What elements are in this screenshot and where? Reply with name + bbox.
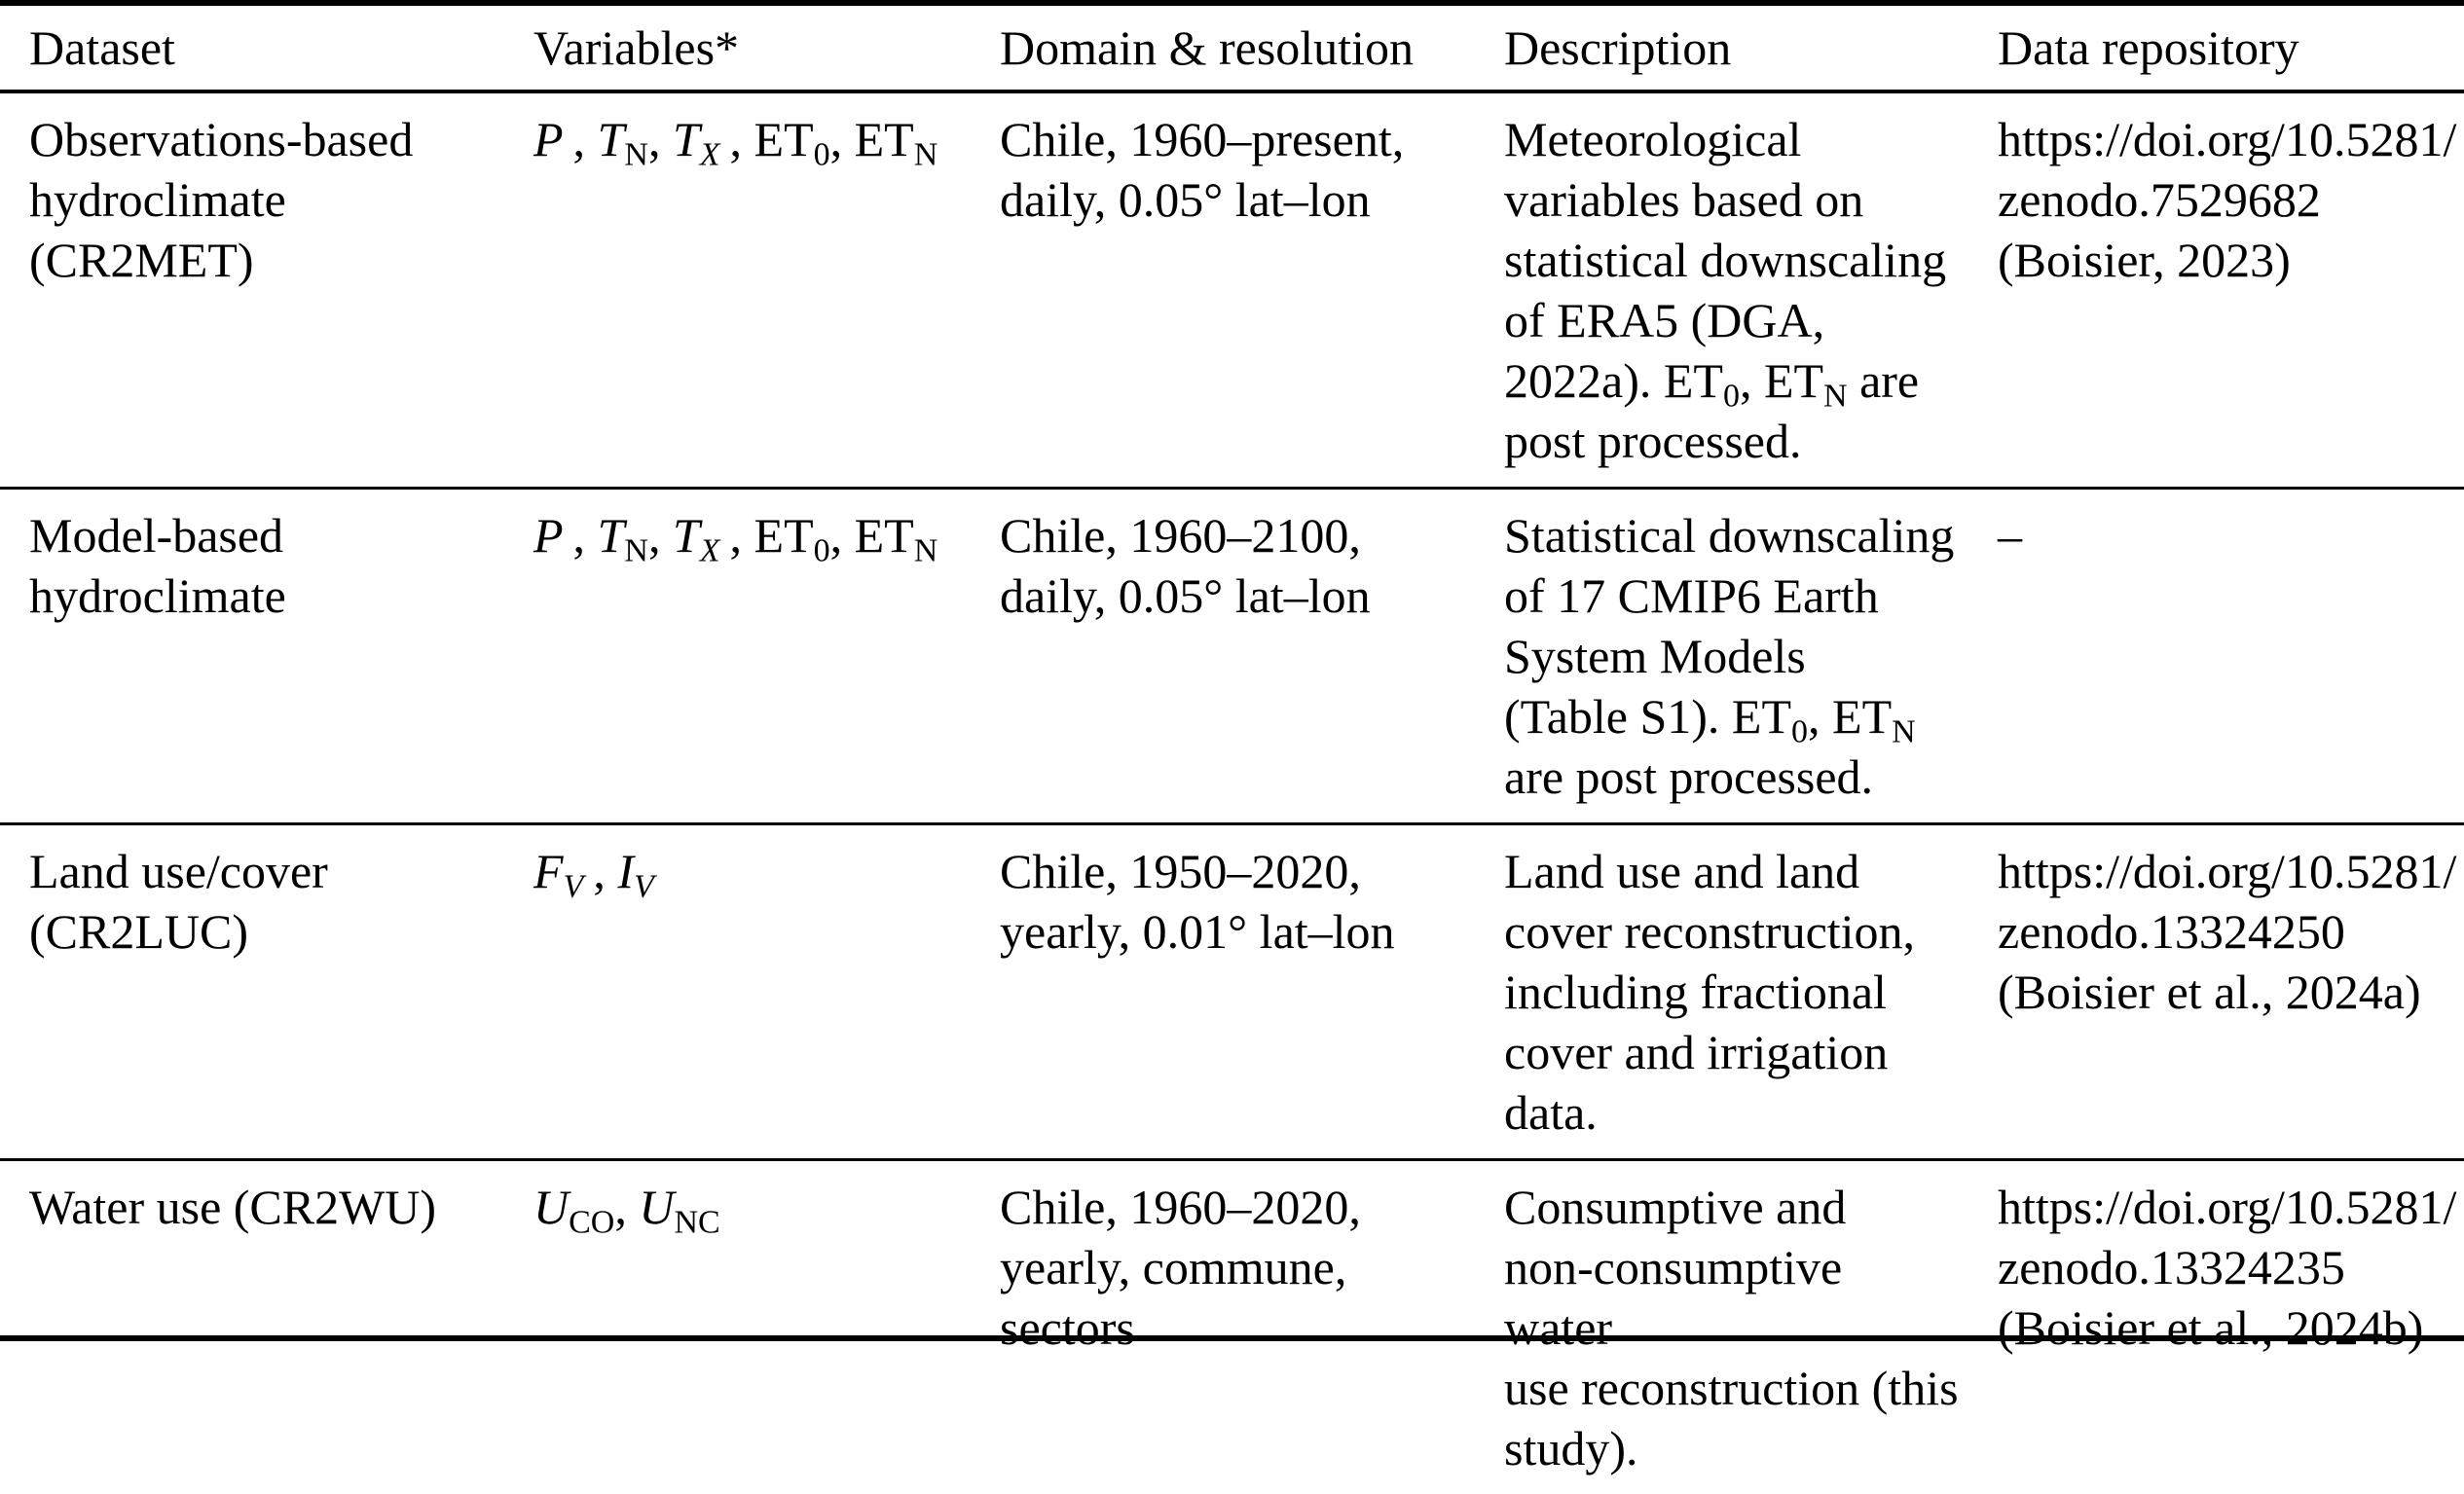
text-segment: N xyxy=(913,532,938,569)
text-segment: https://doi.org/10.5281/ xyxy=(1998,844,2457,898)
cell-domain-resolution xyxy=(1000,93,1504,487)
text-segment: (Table S1). ET xyxy=(1504,689,1792,744)
text-segment: , xyxy=(829,508,855,563)
text-segment: 0 xyxy=(1791,713,1809,750)
text-segment: Water use (CR2WU) xyxy=(29,1180,437,1234)
text-segment: non-consumptive water xyxy=(1504,1240,1843,1355)
text-segment: U xyxy=(639,1180,675,1234)
text-segment: , xyxy=(647,508,673,563)
text-segment: Chile, 1960–2100, xyxy=(1000,508,1361,563)
column-header-dataset: Dataset xyxy=(29,20,175,75)
text-segment: daily, 0.05° lat–lon xyxy=(1000,568,1371,623)
text-segment: data. xyxy=(1504,1085,1598,1140)
text-segment: (Boisier et al., 2024a) xyxy=(1998,965,2421,1019)
text-segment: P xyxy=(533,508,564,563)
text-segment: Chile, 1960–2020, xyxy=(1000,1180,1361,1234)
text-segment: U xyxy=(533,1180,570,1234)
text-segment: T xyxy=(672,112,700,166)
cell-domain-resolution xyxy=(1000,1161,1504,1494)
table-row xyxy=(0,93,2464,487)
text-segment: 0 xyxy=(813,136,830,173)
text-segment: sectors xyxy=(1000,1300,1135,1355)
table-header-row xyxy=(0,6,2464,93)
cell-dataset xyxy=(29,1161,533,1494)
text-segment: Consumptive and xyxy=(1504,1180,1847,1234)
cell-data-repository xyxy=(1998,1161,2464,1494)
text-segment: zenodo.13324250 xyxy=(1998,904,2345,959)
text-segment: , xyxy=(719,508,754,563)
text-segment: 2022a). ET xyxy=(1504,353,1723,408)
cell-variables xyxy=(533,825,1000,1158)
text-segment: of ERA5 (DGA, xyxy=(1504,293,1825,347)
text-segment: ET xyxy=(754,112,814,166)
cell-description xyxy=(1504,825,1998,1158)
text-segment: yearly, commune, xyxy=(1000,1240,1347,1294)
column-header-variables: Variables* xyxy=(533,20,740,75)
doi-link[interactable] xyxy=(1998,1180,2456,1355)
text-segment: , ET xyxy=(1739,353,1824,408)
text-segment: N xyxy=(1823,378,1848,415)
text-segment: yearly, 0.01° lat–lon xyxy=(1000,904,1395,959)
cell-description xyxy=(1504,1161,1998,1494)
text-segment: N xyxy=(913,136,938,173)
cell-dataset xyxy=(29,825,533,1158)
text-segment: , xyxy=(829,112,855,166)
text-segment: NC xyxy=(674,1204,720,1241)
text-segment: post processed. xyxy=(1504,414,1802,468)
text-segment: N xyxy=(624,136,648,173)
text-segment: 0 xyxy=(813,532,830,569)
column-header-domain-resolution: Domain & resolution xyxy=(1000,20,1414,75)
cell-domain-resolution xyxy=(1000,490,1504,822)
table-row xyxy=(0,1158,2464,1494)
text-segment: P xyxy=(533,112,564,166)
text-segment: hydroclimate xyxy=(29,172,286,227)
text-segment: – xyxy=(1998,508,2022,563)
text-segment: are post processed. xyxy=(1504,749,1874,804)
text-segment: F xyxy=(533,844,564,898)
text-segment: System Models xyxy=(1504,629,1806,683)
cell-domain-resolution xyxy=(1000,825,1504,1158)
text-segment: variables based on xyxy=(1504,172,1864,227)
text-segment: , xyxy=(614,1180,640,1234)
text-segment: I xyxy=(617,844,634,898)
text-segment: daily, 0.05° lat–lon xyxy=(1000,172,1371,227)
text-segment: (CR2LUC) xyxy=(29,904,248,959)
cell-description xyxy=(1504,93,1998,487)
text-segment: T xyxy=(597,112,625,166)
text-segment: hydroclimate xyxy=(29,568,286,623)
text-segment: statistical downscaling xyxy=(1504,233,1947,287)
text-segment: X xyxy=(699,532,720,569)
text-segment: are xyxy=(1847,353,1920,408)
text-segment: Model-based xyxy=(29,508,284,563)
text-segment: ET xyxy=(754,508,814,563)
text-segment: Land use and land xyxy=(1504,844,1860,898)
text-segment: including fractional xyxy=(1504,965,1887,1019)
text-segment: ET xyxy=(854,112,914,166)
text-segment: , xyxy=(563,508,598,563)
text-segment: N xyxy=(1892,713,1916,750)
table-row xyxy=(0,822,2464,1158)
doi-link[interactable] xyxy=(1998,112,2456,287)
text-segment: (Boisier et al., 2024b) xyxy=(1998,1300,2424,1355)
table-body xyxy=(0,93,2464,1494)
cell-variables xyxy=(533,490,1000,822)
text-segment: V xyxy=(634,868,654,905)
text-segment: Chile, 1960–present, xyxy=(1000,112,1405,166)
text-segment: N xyxy=(624,532,648,569)
text-segment: cover reconstruction, xyxy=(1504,904,1916,959)
text-segment: T xyxy=(672,508,700,563)
cell-dataset xyxy=(29,490,533,822)
text-segment: Chile, 1950–2020, xyxy=(1000,844,1361,898)
text-segment: Land use/cover xyxy=(29,844,328,898)
table-row xyxy=(0,487,2464,822)
text-segment: CO xyxy=(569,1204,615,1241)
text-segment: ET xyxy=(854,508,914,563)
text-segment: , ET xyxy=(1808,689,1893,744)
cell-data-repository xyxy=(1998,93,2464,487)
text-segment: , xyxy=(583,844,618,898)
text-segment: , xyxy=(719,112,754,166)
text-segment: cover and irrigation xyxy=(1504,1025,1889,1079)
text-segment: https://doi.org/10.5281/ xyxy=(1998,112,2457,166)
cell-dataset xyxy=(29,93,533,487)
text-segment: zenodo.13324235 xyxy=(1998,1240,2345,1294)
text-segment: Statistical downscaling xyxy=(1504,508,1955,563)
text-segment: https://doi.org/10.5281/ xyxy=(1998,1180,2457,1234)
text-segment: , xyxy=(563,112,598,166)
cell-variables xyxy=(533,93,1000,487)
cell-variables xyxy=(533,1161,1000,1494)
text-segment: use reconstruction (this xyxy=(1504,1361,1959,1415)
text-segment: Meteorological xyxy=(1504,112,1802,166)
text-segment: 0 xyxy=(1722,378,1740,415)
column-header-data-repository: Data repository xyxy=(1998,20,2299,75)
text-segment: , xyxy=(647,112,673,166)
column-header-description: Description xyxy=(1504,20,1732,75)
text-segment: Observations-based xyxy=(29,112,414,166)
text-segment: V xyxy=(563,868,584,905)
cell-description xyxy=(1504,490,1998,822)
doi-link[interactable] xyxy=(1998,844,2456,1019)
text-segment: (CR2MET) xyxy=(29,233,254,287)
text-segment: T xyxy=(597,508,625,563)
text-segment: (Boisier, 2023) xyxy=(1998,233,2291,287)
text-segment: zenodo.7529682 xyxy=(1998,172,2321,227)
cell-data-repository xyxy=(1998,825,2464,1158)
cell-data-repository xyxy=(1998,490,2464,822)
text-segment: X xyxy=(699,136,720,173)
text-segment: study). xyxy=(1504,1421,1638,1476)
text-segment: of 17 CMIP6 Earth xyxy=(1504,568,1879,623)
